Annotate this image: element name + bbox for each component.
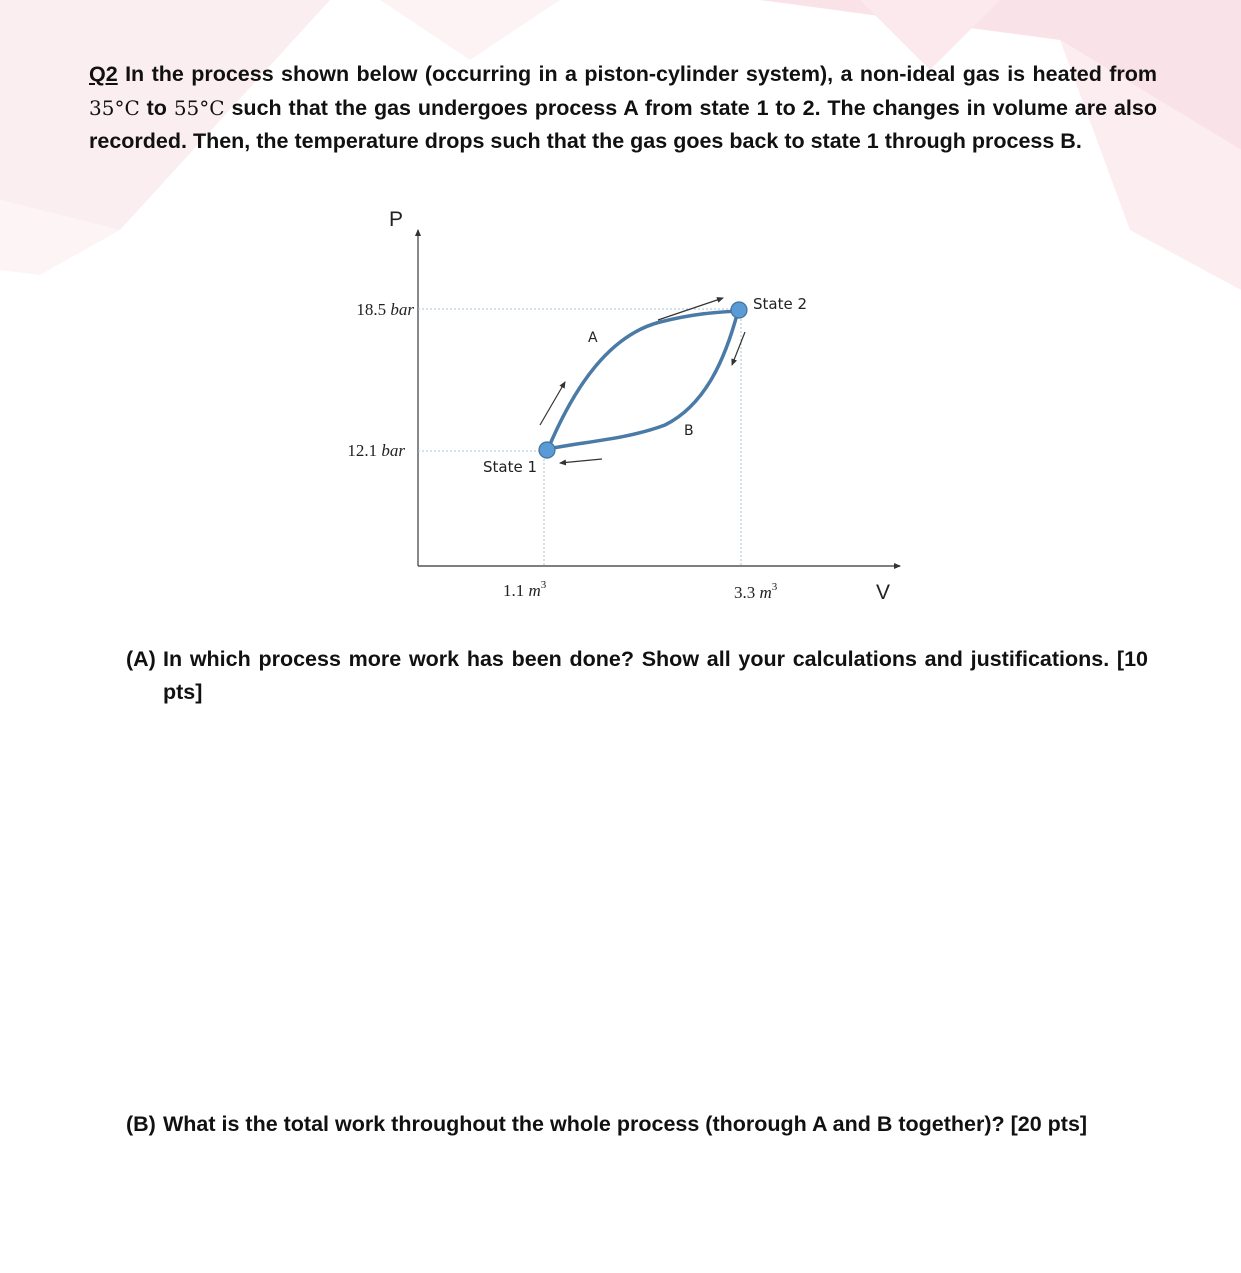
part-a-question <box>126 643 1148 709</box>
direction-arrow-b-down <box>732 332 745 365</box>
direction-arrow-b-left <box>560 459 602 463</box>
question-text-part: such that the gas undergoes process A from state 1 to 2. The changes in volume are also recorded. Then, the temperature drops such that the gas goes back to state 1 through process B. <box>89 95 1157 153</box>
part-a-label: (A) <box>126 647 156 671</box>
process-b-label: B <box>684 423 694 439</box>
temperature-low: 35°C <box>89 95 140 120</box>
state-2-point <box>731 302 747 318</box>
question-text-part: to <box>139 95 174 120</box>
part-a-text: In which process more work has been done? Show all your calculations and justifications. [10 pts] <box>163 647 1148 704</box>
y-tick-label-high: 18.5 bar <box>356 300 414 319</box>
y-axis-label: P <box>389 208 404 231</box>
state-1-point <box>539 442 555 458</box>
question-text-part: In the process shown below (occurring in a piston-cylinder system), a non-ideal gas is heated from <box>117 62 1157 86</box>
x-tick-label-state2: 3.3 $m^3$ <box>734 581 778 602</box>
state-2-label: State 2 <box>753 295 808 313</box>
question-number: Q2 <box>89 62 118 86</box>
x-axis-label: V <box>876 581 891 604</box>
state-1-label: State 1 <box>483 458 538 476</box>
process-a-label: A <box>588 330 598 346</box>
part-b-label: (B) <box>126 1112 156 1136</box>
part-b-question <box>126 1108 1148 1141</box>
temperature-high: 55°C <box>173 95 225 120</box>
x-tick-label-state1: 1.1 $m^3$ <box>503 579 547 600</box>
y-tick-label-low: 12.1 bar <box>347 441 405 460</box>
part-b-text: What is the total work throughout the whole process (thorough A and B together)? [20 pts] <box>163 1112 1088 1136</box>
process-b-curve <box>548 311 738 449</box>
